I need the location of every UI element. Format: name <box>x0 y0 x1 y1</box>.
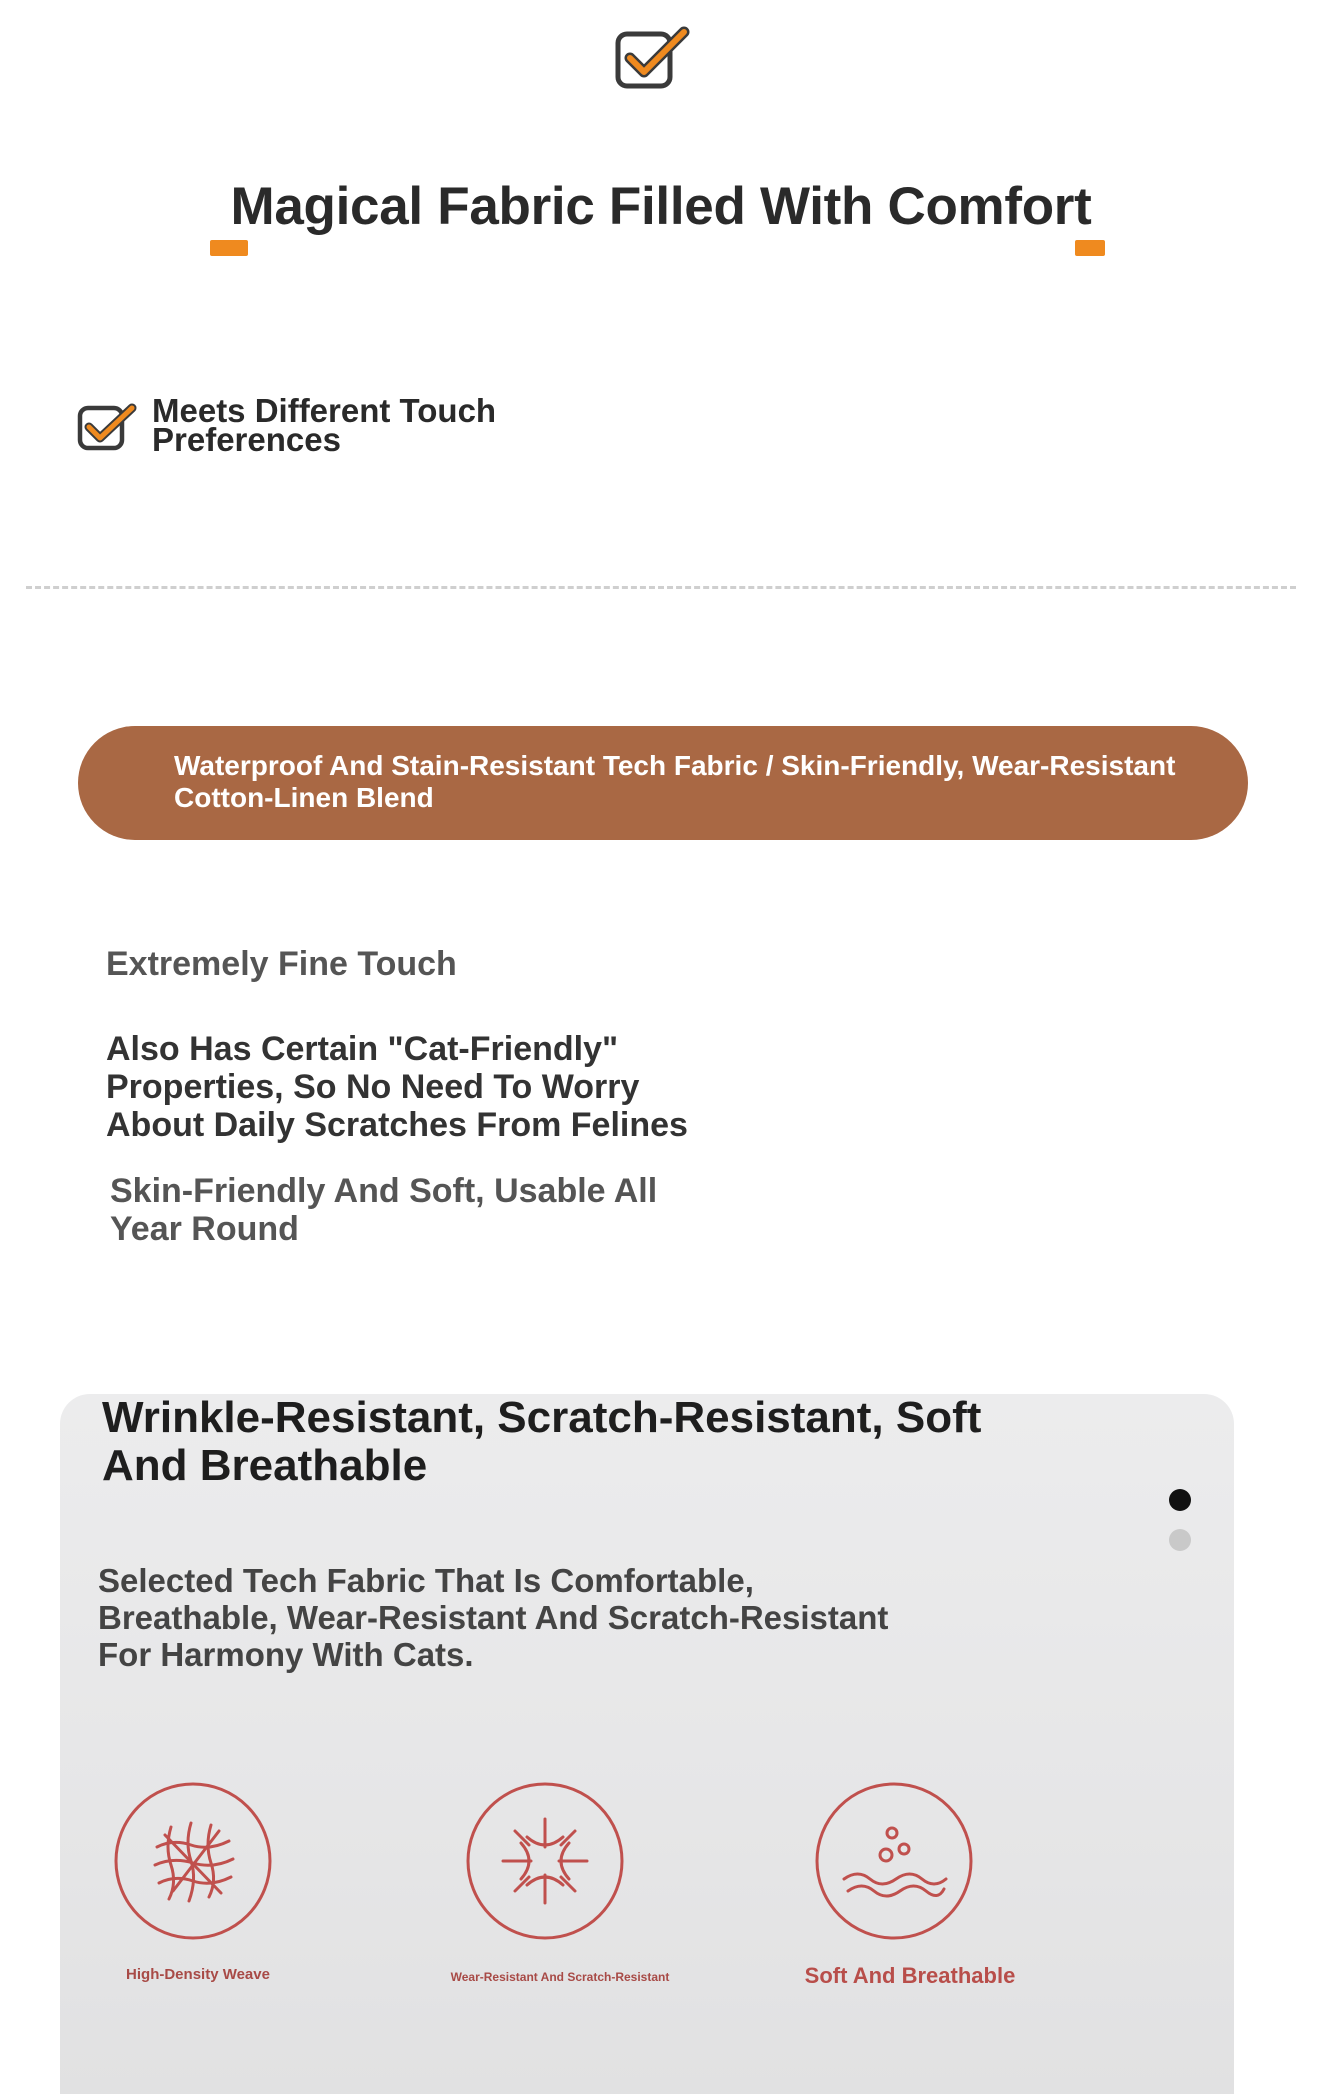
scratch-burst-icon <box>465 1781 625 1941</box>
fabric-banner-text: Waterproof And Stain-Resistant Tech Fabric / Skin-Friendly, Wear-Resistant Cotton-Linen Blend <box>174 750 1176 813</box>
panel-title: Wrinkle-Resistant, Scratch-Resistant, Soft And Breathable <box>102 1393 982 1490</box>
checkbox-check-icon <box>76 400 140 452</box>
dashed-divider <box>26 586 1296 589</box>
feature-fine-touch: Extremely Fine Touch <box>106 945 457 983</box>
panel-description: Selected Tech Fabric That Is Comfortable, Breathable, Wear-Resistant And Scratch-Resistant For Harmony With Cats. <box>98 1562 889 1673</box>
feature-cat-friendly: Also Has Certain "Cat-Friendly" Properties, So No Need To Worry About Daily Scratches From Felines <box>106 1030 688 1144</box>
label-soft-breathable: Soft And Breathable <box>804 1963 1016 1988</box>
bubbles-waves-icon <box>814 1781 974 1941</box>
weave-grid-icon <box>113 1781 273 1941</box>
feature-skin-friendly: Skin-Friendly And Soft, Usable All Year Round <box>110 1172 658 1248</box>
label-high-density-weave: High-Density Weave <box>126 1966 270 1983</box>
label-wear-scratch-resistant: Wear-Resistant And Scratch-Resistant <box>450 1970 670 1984</box>
touch-preferences-label: Meets Different Touch Preferences <box>152 392 497 458</box>
checkbox-check-icon <box>612 24 696 94</box>
title-accent-right <box>1075 240 1105 256</box>
fabric-feature-panel <box>60 1394 1234 2094</box>
carousel-dot-active[interactable] <box>1169 1489 1191 1511</box>
title-accent-left <box>210 240 248 256</box>
page-title: Magical Fabric Filled With Comfort <box>230 177 1092 236</box>
fabric-banner <box>78 726 1248 840</box>
carousel-dot[interactable] <box>1169 1529 1191 1551</box>
